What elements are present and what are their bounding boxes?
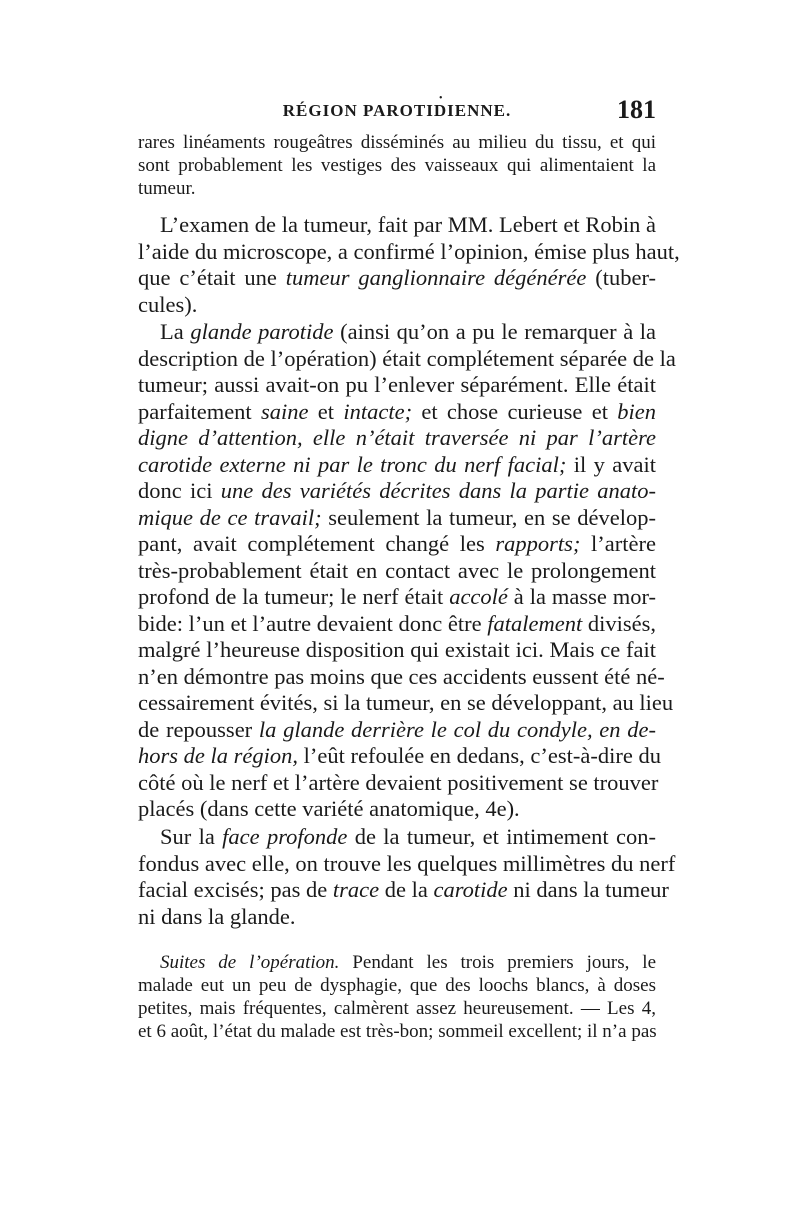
text-line: et 6 août, l’état du malade est très-bon; sommeil excellent; il n’a pas	[138, 1021, 657, 1042]
text-line: donc ici une des variétés décrites dans la partie anato-	[138, 478, 656, 503]
text-line: pant, avait complétement changé les rapports; l’artère	[138, 531, 656, 556]
text-line: que c’était une tumeur ganglionnaire dégénérée (tuber-	[138, 265, 656, 290]
text-line: bide: l’un et l’autre devaient donc être fatalement divisés,	[138, 610, 656, 636]
text-line: cessairement évités, si la tumeur, en se développant, au lieu	[138, 690, 674, 715]
text-line: tumeur.	[138, 178, 196, 199]
page-header	[138, 95, 656, 125]
text-line: tumeur; aussi avait-on pu l’enlever séparément. Elle était	[138, 372, 656, 397]
page-number: 181	[617, 95, 656, 124]
text-line: sont probablement les vestiges des vaisseaux qui alimentaient la	[138, 155, 656, 176]
text-line: carotide externe ni par le tronc du nerf facial; il y avait	[138, 451, 656, 477]
text-line: Sur la face profonde de la tumeur, et intimement con-	[160, 824, 656, 849]
ink-speck: •	[439, 93, 443, 104]
text-line: description de l’opération) était complétement séparée de la	[138, 345, 676, 371]
running-title: RÉGION PAROTIDIENNE.	[282, 101, 512, 120]
text-line: Suites de l’opération. Pendant les trois premiers jours, le	[160, 952, 657, 973]
text-line: parfaitement saine et intacte; et chose curieuse et bien	[138, 398, 656, 424]
text-line: n’en démontre pas moins que ces accidents eussent été né-	[138, 663, 665, 689]
text-line: côté où le nerf et l’artère devaient positivement se trouver	[138, 769, 659, 795]
text-line: rares linéaments rougeâtres disséminés au milieu du tissu, et qui	[138, 132, 656, 153]
text-line: fondus avec elle, on trouve les quelques millimètres du nerf	[138, 850, 676, 876]
paragraph-suites-operation	[138, 951, 656, 1043]
text-line: L’examen de la tumeur, fait par MM. Lebert et Robin à	[160, 212, 656, 237]
text-line: La glande parotide (ainsi qu’on a pu le remarquer à la	[160, 319, 657, 344]
text-line: hors de la région, l’eût refoulée en dedans, c’est-à-dire du	[138, 743, 661, 768]
paragraph-glande-parotide	[138, 319, 676, 823]
text-line: ni dans la glande.	[138, 903, 296, 929]
text-line: placés (dans cette variété anatomique, 4e).	[138, 796, 520, 821]
text-line: cules).	[138, 291, 198, 317]
text-line: petites, mais fréquentes, calmèrent assez heureusement. — Les 4,	[138, 998, 656, 1019]
lead-paragraph	[138, 131, 656, 200]
text-line: de repousser la glande derrière le col du condyle, en de-	[138, 716, 656, 742]
text-line: très-probablement était en contact avec le prolongement	[138, 557, 656, 583]
paragraph-examen	[138, 212, 680, 318]
text-line: facial excisés; pas de trace de la carotide ni dans la tumeur	[138, 877, 669, 902]
text-line: profond de la tumeur; le nerf était accolé à la masse mor-	[138, 584, 656, 609]
text-line: malgré l’heureuse disposition qui existait ici. Mais ce fait	[138, 637, 656, 662]
text-line: malade eut un peu de dysphagie, que des loochs blancs, à doses	[138, 975, 656, 996]
paragraph-face-profonde	[138, 824, 676, 930]
text-line: mique de ce travail; seulement la tumeur, en se dévelop-	[138, 504, 657, 530]
text-line: l’aide du microscope, a confirmé l’opinion, émise plus haut,	[138, 238, 680, 264]
text-line: digne d’attention, elle n’était traversée ni par l’artère	[138, 425, 656, 450]
